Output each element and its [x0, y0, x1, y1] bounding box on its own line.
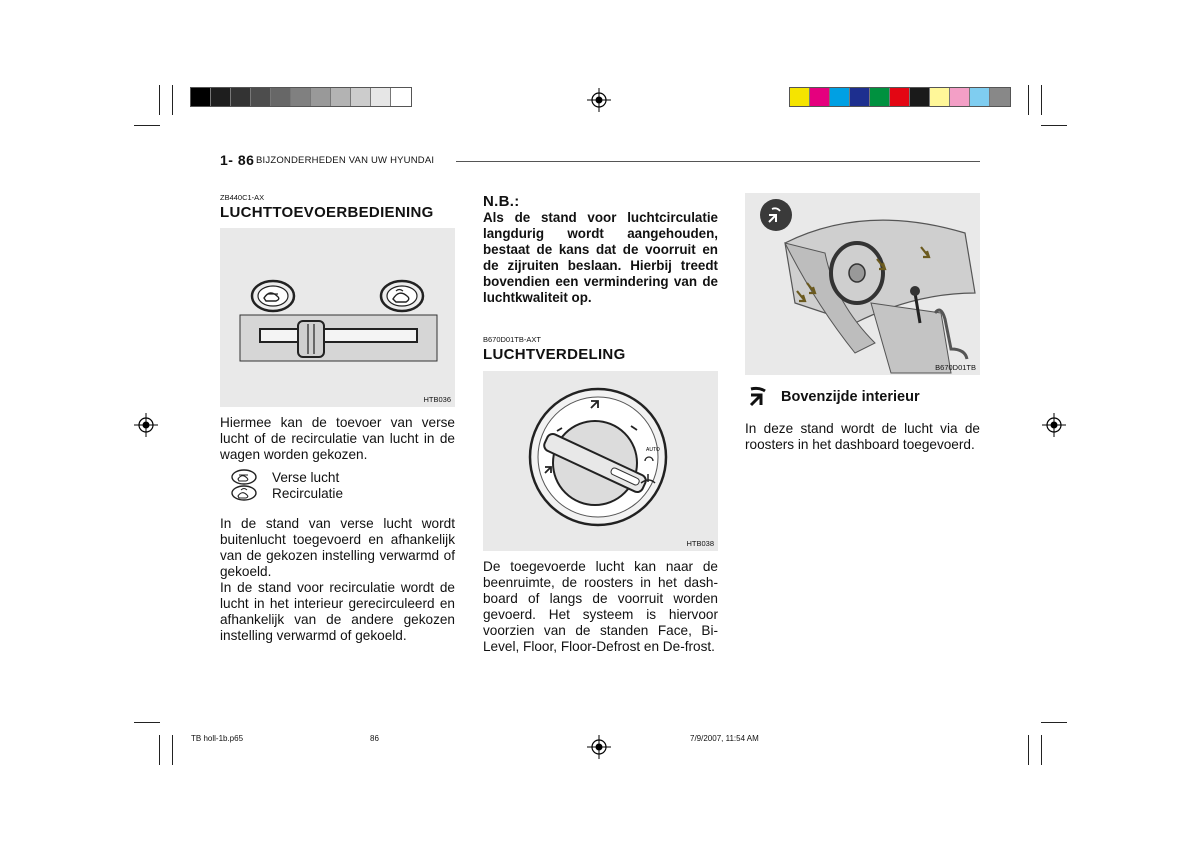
figure-label: HTB038 — [686, 539, 714, 548]
section-code: B670D01TB-AXT — [483, 335, 541, 344]
air-distribution-knob-illustration — [483, 371, 718, 551]
registration-mark-icon — [1042, 413, 1066, 437]
section-heading: LUCHTTOEVOERBEDIENING — [220, 204, 434, 221]
section-code: ZB440C1-AX — [220, 193, 265, 202]
recirculation-paragraph: In de stand voor recirculatie wordt de lucht in het interieur gerecirculeerd en afhankelijk van de andere gekozen instelling verwarmd of gekoeld. — [220, 580, 455, 643]
note-text: Als de stand voor luchtcirculatie langdurig wordt aangehouden, bestaat de kans dat de voorruit en de zijruiten beslaan. Hierbij treedt bovendien een vermindering van de luchtkwaliteit op. — [483, 210, 718, 305]
color-swatch — [191, 88, 211, 106]
color-swatch — [231, 88, 251, 106]
icon-legend — [220, 469, 455, 501]
dashboard-interior-figure — [745, 193, 980, 375]
footer-timestamp: 7/9/2007, 11:54 AM — [690, 734, 759, 743]
color-swatch — [311, 88, 331, 106]
color-swatch — [990, 88, 1010, 106]
air-intake-control-figure — [220, 228, 455, 407]
crop-mark — [1028, 735, 1029, 765]
crop-mark — [172, 735, 173, 765]
color-swatch — [950, 88, 970, 106]
dashboard-interior-illustration — [745, 193, 980, 375]
crop-mark — [134, 722, 160, 723]
air-intake-control-illustration — [220, 228, 455, 407]
color-swatch — [870, 88, 890, 106]
color-swatch — [351, 88, 371, 106]
column-middle — [483, 193, 718, 655]
crop-mark — [1041, 125, 1067, 126]
registration-mark-icon — [134, 413, 158, 437]
crop-mark — [1041, 735, 1042, 765]
air-distribution-paragraph: De toegevoerde lucht kan naar de beenruimte, de roosters in het dash-board of langs de voorruit worden gevoerd. Het systeem is hiervoor voorzien van de standen Face, Bi-Level, Floor, Floor-Defrost en De-frost. — [483, 559, 718, 654]
color-swatch — [970, 88, 990, 106]
color-swatch — [331, 88, 351, 106]
figure-label: HTB036 — [423, 395, 451, 404]
air-distribution-knob-figure — [483, 371, 718, 551]
legend-item-recirculation — [230, 485, 455, 501]
fresh-air-paragraph: In de stand van verse lucht wordt buitenlucht toegevoerd en afhankelijk van de gekozen instelling verwarmd of gekoeld. — [220, 516, 455, 579]
color-swatch — [211, 88, 231, 106]
crop-mark — [159, 85, 160, 115]
fresh-air-icon — [230, 469, 258, 485]
face-vent-icon — [745, 383, 769, 411]
crop-mark — [1041, 85, 1042, 115]
crop-mark — [1028, 85, 1029, 115]
grayscale-swatch-bar — [190, 87, 412, 107]
color-swatch — [391, 88, 411, 106]
color-swatch — [371, 88, 391, 106]
legend-label: Verse lucht — [272, 469, 340, 485]
color-swatch-bar — [789, 87, 1011, 107]
intro-paragraph: Hiermee kan de toevoer van verse lucht of de recirculatie van lucht in de wagen worden gekozen. — [220, 415, 455, 462]
section-title: BIJZONDERHEDEN VAN UW HYUNDAI — [256, 155, 435, 166]
color-swatch — [830, 88, 850, 106]
face-mode-paragraph: In deze stand wordt de lucht via de roosters in het dashboard toegevoerd. — [745, 421, 980, 452]
color-swatch — [291, 88, 311, 106]
color-swatch — [810, 88, 830, 106]
registration-mark-icon — [587, 735, 611, 759]
legend-item-fresh-air — [230, 469, 455, 485]
footer-page-number: 86 — [370, 734, 379, 743]
header-rule — [456, 161, 980, 162]
footer-file-name: TB holl-1b.p65 — [191, 734, 244, 743]
color-swatch — [890, 88, 910, 106]
crop-mark — [159, 735, 160, 765]
recirculation-icon — [230, 485, 258, 501]
legend-label: Recirculatie — [272, 485, 344, 501]
color-swatch — [930, 88, 950, 106]
color-swatch — [850, 88, 870, 106]
svg-text:AUTO: AUTO — [646, 447, 660, 453]
registration-mark-icon — [587, 88, 611, 112]
crop-mark — [172, 85, 173, 115]
color-swatch — [271, 88, 291, 106]
color-swatch — [251, 88, 271, 106]
column-left — [220, 193, 455, 644]
section-heading: LUCHTVERDELING — [483, 346, 626, 363]
page-number: 1- 86 — [220, 152, 255, 168]
crop-mark — [134, 125, 160, 126]
color-swatch — [790, 88, 810, 106]
sub-heading-text: Bovenzijde interieur — [781, 389, 920, 405]
color-swatch — [910, 88, 930, 106]
column-right — [745, 193, 980, 453]
note-title: N.B.: — [483, 193, 520, 210]
crop-mark — [1041, 722, 1067, 723]
mode-sub-heading — [745, 383, 980, 411]
figure-label: B670D01TB — [935, 363, 976, 372]
